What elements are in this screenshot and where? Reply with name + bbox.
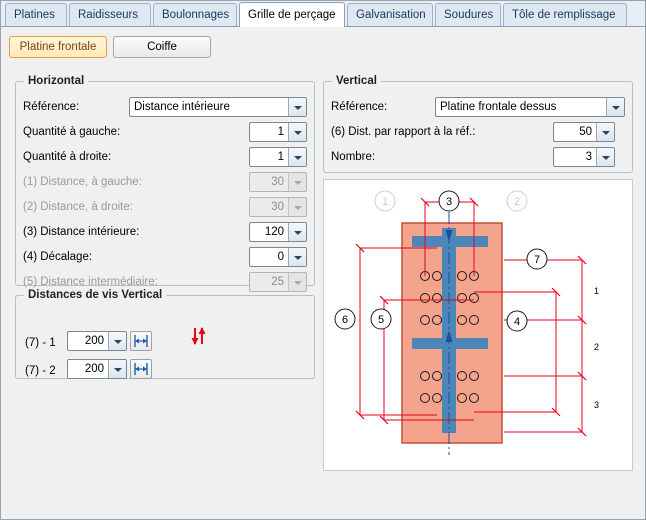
swap-values-button[interactable] [185,323,211,349]
combo-value: Platine frontale dessus [440,101,557,113]
combo-reference-horizontal[interactable] [129,97,307,117]
toggle-platine-frontale[interactable] [9,36,107,58]
label-quantite-a-gauche: Quantité à gauche: [23,126,121,138]
preview-marker-6: 6 [341,314,349,326]
label-quantite-a-droite: Quantité à droite: [23,151,112,163]
label-decalage: (4) Décalage: [23,251,93,263]
preview-marker-7: 7 [533,254,541,266]
toggle-label: Platine frontale [19,41,97,53]
preview-marker-3: 3 [445,196,453,208]
label-reference-vertical: Référence: [331,101,388,113]
tab-soudures[interactable] [435,3,501,26]
combo-quantite-a-gauche[interactable] [249,122,307,142]
vertical-swap-arrows-icon [186,324,210,348]
chevron-down-icon[interactable] [288,223,306,241]
tab-label: Galvanisation [356,9,426,21]
drilling-grid-preview[interactable] [323,179,633,471]
label-nombre: Nombre: [331,151,376,163]
tab-label: Tôle de remplissage [512,9,616,21]
combo-value: 200 [84,363,104,375]
preview-marker-1: 1 [381,196,389,208]
tab-label: Raidisseurs [78,9,139,21]
chevron-down-icon [288,173,306,191]
label-dist-par-rapport-a-la-ref: (6) Dist. par rapport à la réf.: [331,126,476,138]
group-screws-legend: Distances de vis Vertical [24,289,166,301]
chevron-down-icon [288,273,306,291]
combo-quantite-a-droite[interactable] [249,147,307,167]
toggle-coiffe[interactable] [113,36,211,58]
chevron-down-icon[interactable] [288,148,306,166]
combo-decalage[interactable] [249,247,307,267]
tab-raidisseurs[interactable] [69,3,151,26]
tab-galvanisation[interactable] [347,3,433,26]
main-tabstrip [1,1,645,27]
distance-measure-icon [131,360,151,378]
chevron-down-icon[interactable] [288,98,306,116]
label-reference-horizontal: Référence: [23,101,80,113]
preview-row-label-3: 3 [594,400,600,410]
preview-row-label-1: 1 [594,286,600,296]
chevron-down-icon[interactable] [596,123,614,141]
preview-row-label-2: 2 [594,342,600,352]
tab-label: Grille de perçage [248,9,336,21]
chevron-down-icon[interactable] [288,123,306,141]
tab-label: Platines [14,9,55,21]
chevron-down-icon [288,198,306,216]
combo-value: 1 [277,151,284,163]
sub-toolbar [1,28,645,66]
label-distance-a-gauche: (1) Distance, à gauche: [23,176,142,188]
tab-platines[interactable] [5,3,67,26]
chevron-down-icon[interactable] [596,148,614,166]
label-distance-a-droite: (2) Distance, à droite: [23,201,133,213]
combo-value: 0 [277,251,284,263]
group-horizontal-legend: Horizontal [24,75,88,87]
combo-distance-interieure[interactable] [249,222,307,242]
tab-grille-de-percage[interactable] [239,2,345,27]
chevron-down-icon[interactable] [108,360,126,378]
distance-measure-icon-button-2[interactable] [130,359,152,379]
combo-value: 200 [84,335,104,347]
preview-drawing [324,180,632,470]
combo-distance-a-gauche [249,172,307,192]
combo-value: 120 [264,226,284,238]
chevron-down-icon[interactable] [108,332,126,350]
preview-marker-5: 5 [377,314,385,326]
preview-marker-4: 4 [513,316,521,328]
group-vertical-legend: Vertical [332,75,381,87]
label-distance-interieure: (3) Distance intérieure: [23,226,140,238]
combo-distance-intermediaire [249,272,307,292]
combo-screw-row-2[interactable] [67,359,127,379]
combo-dist-par-rapport-a-la-ref[interactable] [553,122,615,142]
label-screw-row-2: (7) - 2 [25,365,56,377]
group-distances-de-vis-vertical [15,289,315,379]
tab-tole-de-remplissage[interactable] [503,3,627,26]
chevron-down-icon[interactable] [288,248,306,266]
combo-value: 30 [271,176,284,188]
combo-value: 3 [585,151,592,163]
combo-value: 50 [579,126,592,138]
combo-value: 1 [277,126,284,138]
distance-measure-icon [131,332,151,350]
distance-measure-icon-button-1[interactable] [130,331,152,351]
tab-label: Boulonnages [162,9,230,21]
preview-marker-2: 2 [513,196,521,208]
tab-boulonnages[interactable] [153,3,237,26]
tab-label: Soudures [444,9,494,21]
combo-screw-row-1[interactable] [67,331,127,351]
combo-value: Distance intérieure [134,101,230,113]
combo-nombre[interactable] [553,147,615,167]
label-screw-row-1: (7) - 1 [25,337,56,349]
combo-distance-a-droite [249,197,307,217]
combo-reference-vertical[interactable] [435,97,625,117]
label-distance-intermediaire: (5) Distance intermédiaire: [23,276,158,288]
toggle-label: Coiffe [147,41,177,53]
combo-value: 25 [271,276,284,288]
chevron-down-icon[interactable] [606,98,624,116]
combo-value: 30 [271,201,284,213]
